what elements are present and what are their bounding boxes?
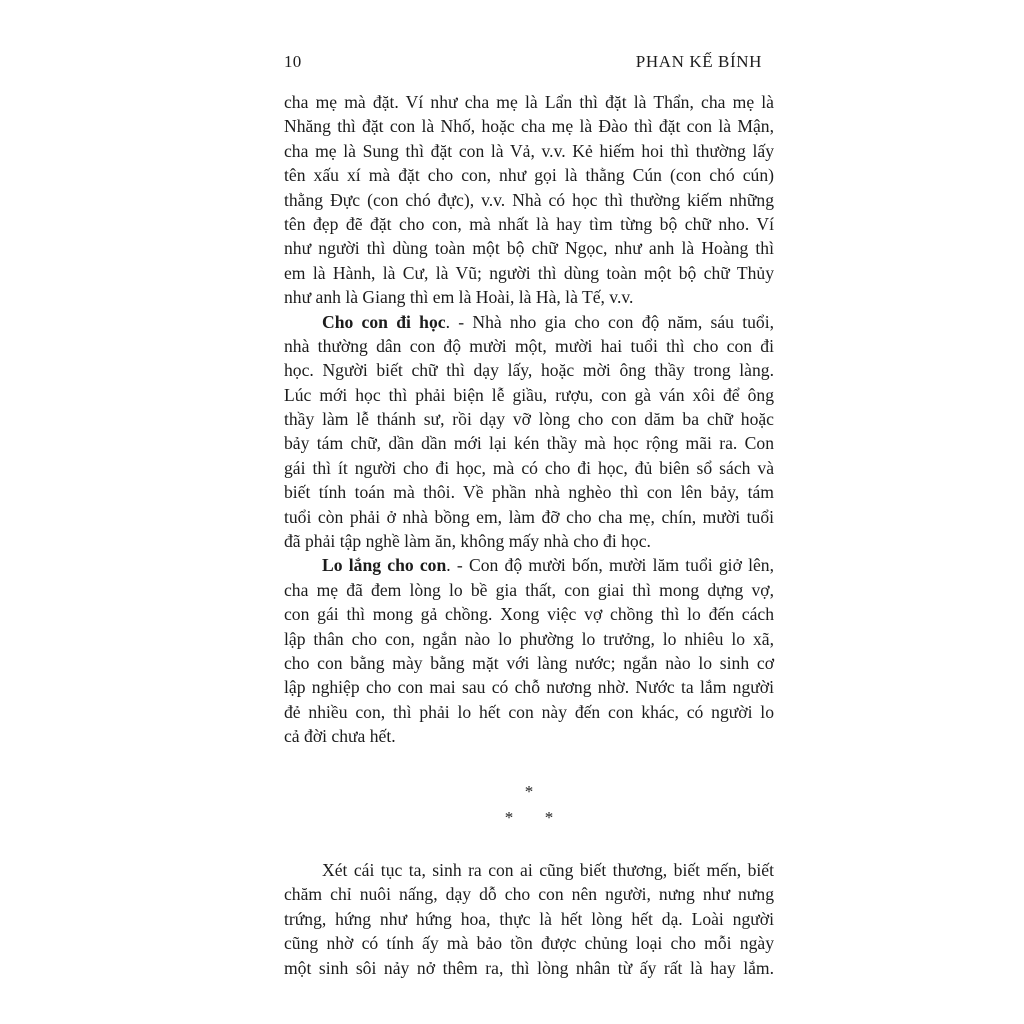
body-text-closing bbox=[284, 858, 774, 980]
asterism-top bbox=[284, 782, 774, 802]
asterism-star: * bbox=[504, 808, 514, 827]
text-line: cha mẹ mà đặt. Ví như cha mẹ là Lẩn thì đặt là Thẩn, cha mẹ là bbox=[284, 92, 774, 112]
paragraph-cho-con-di-hoc bbox=[284, 310, 774, 554]
text-line: tuổi còn phải ở nhà bồng em, làm đỡ cho cha mẹ, chín, mười tuổi bbox=[284, 506, 774, 527]
text-line: gái thì ít người cho đi học, mà có cho đi học, đủ biên sổ sách và bbox=[284, 457, 774, 478]
paragraph-closing bbox=[284, 858, 774, 980]
text-line: tên đẹp đẽ đặt cho con, mà nhất là hay tìm từng bộ chữ nho. Ví bbox=[284, 213, 774, 234]
text-line: cho con bằng mày bằng mặt với làng nước; ngắn nào lo sinh cơ bbox=[284, 652, 774, 673]
asterism-star: * bbox=[544, 808, 554, 827]
text-line: em là Hành, là Cư, là Vũ; người thì dùng toàn một bộ chữ Thủy bbox=[284, 262, 774, 283]
text-line: trứng, hứng như hứng hoa, thực là hết lòng hết dạ. Loài người bbox=[284, 908, 774, 929]
section-title: Lo lắng cho con bbox=[322, 555, 447, 576]
text-line: chăm chỉ nuôi nấng, dạy dỗ cho con nên người, nưng như nưng bbox=[284, 884, 774, 905]
text-line: cha mẹ là Sung thì đặt con là Vả, v.v. Kẻ hiếm hoi thì thường lấy bbox=[284, 140, 774, 161]
text-line: biết tính toán mà thôi. Về phần nhà nghèo thì con lên bảy, tám bbox=[284, 482, 774, 503]
text-line: Nhăng thì đặt con là Nhố, hoặc cha mẹ là Đào thì đặt con là Mận, bbox=[284, 116, 774, 137]
asterism-bottom bbox=[284, 808, 774, 828]
text-line: lập nghiệp cho con mai sau có chỗ nương nhờ. Nước ta lắm người bbox=[284, 677, 774, 698]
page-number: 10 bbox=[284, 52, 302, 71]
text-line: thầy làm lễ thánh sư, rồi dạy vỡ lòng cho con dăm ba chữ hoặc bbox=[284, 409, 774, 430]
text-line: bảy tám chữ, dần dần mới lại kén thầy mà học rộng mãi ra. Con bbox=[284, 433, 774, 454]
running-head bbox=[284, 52, 762, 74]
paragraph-lo-lang-cho-con bbox=[284, 553, 774, 748]
section-lead-text: . - Con độ mười bốn, mười lăm tuổi giở lên, bbox=[446, 555, 774, 576]
text-line: con gái thì mong gả chồng. Xong việc vợ chồng thì lo đến cách bbox=[284, 604, 774, 625]
text-line bbox=[284, 553, 774, 577]
text-line: lập thân cho con, ngắn nào lo phường lo trưởng, lo nhiêu lo xã, bbox=[284, 628, 774, 649]
text-line: cả đời chưa hết. bbox=[284, 726, 396, 747]
paragraph-naming-continuation bbox=[284, 90, 774, 310]
text-line: tên xấu xí mà đặt cho con, như gọi là thằng Cún (con chó cún) bbox=[284, 165, 774, 186]
text-line bbox=[284, 310, 774, 334]
text-line: một sinh sôi nảy nở thêm ra, thì lòng nhân từ ấy rất là hay lắm. bbox=[284, 957, 774, 978]
text-line: cũng nhờ có tính ấy mà bảo tồn được chủng loại cho mỗi ngày bbox=[284, 933, 774, 954]
text-line: nhà thường dân con độ mười một, mười hai tuổi thì cho con đi bbox=[284, 335, 774, 356]
text-line: Lúc mới học thì phải biện lễ giầu, rượu, con gà ván xôi để ông bbox=[284, 384, 774, 405]
text-line: cha mẹ đã đem lòng lo bề gia thất, con giai thì mong dựng vợ, bbox=[284, 579, 774, 600]
text-line: như người thì dùng toàn một bộ chữ Ngọc, như anh là Hoàng thì bbox=[284, 238, 774, 259]
text-line: đã phải tập nghề làm ăn, không mấy nhà cho đi học. bbox=[284, 531, 651, 552]
text-line: thằng Đực (con chó đực), v.v. Nhà có học thì thường kiếm những bbox=[284, 189, 774, 210]
text-line: học. Người biết chữ thì dạy lấy, hoặc mời ông thầy trong làng. bbox=[284, 360, 774, 381]
section-lead-text: . - Nhà nho gia cho con độ năm, sáu tuổi, bbox=[445, 311, 775, 332]
author-name: PHAN KẾ BÍNH bbox=[635, 52, 762, 71]
body-text bbox=[284, 90, 774, 749]
asterism-star: * bbox=[524, 782, 534, 801]
text-line: đẻ nhiều con, thì phải lo hết con này đến con khác, có người lo bbox=[284, 701, 774, 722]
text-line: như anh là Giang thì em là Hoài, là Hà, là Tế, v.v. bbox=[284, 287, 634, 308]
section-title: Cho con đi học bbox=[322, 311, 446, 332]
text-line: Xét cái tục ta, sinh ra con ai cũng biết thương, biết mến, biết bbox=[322, 860, 774, 880]
